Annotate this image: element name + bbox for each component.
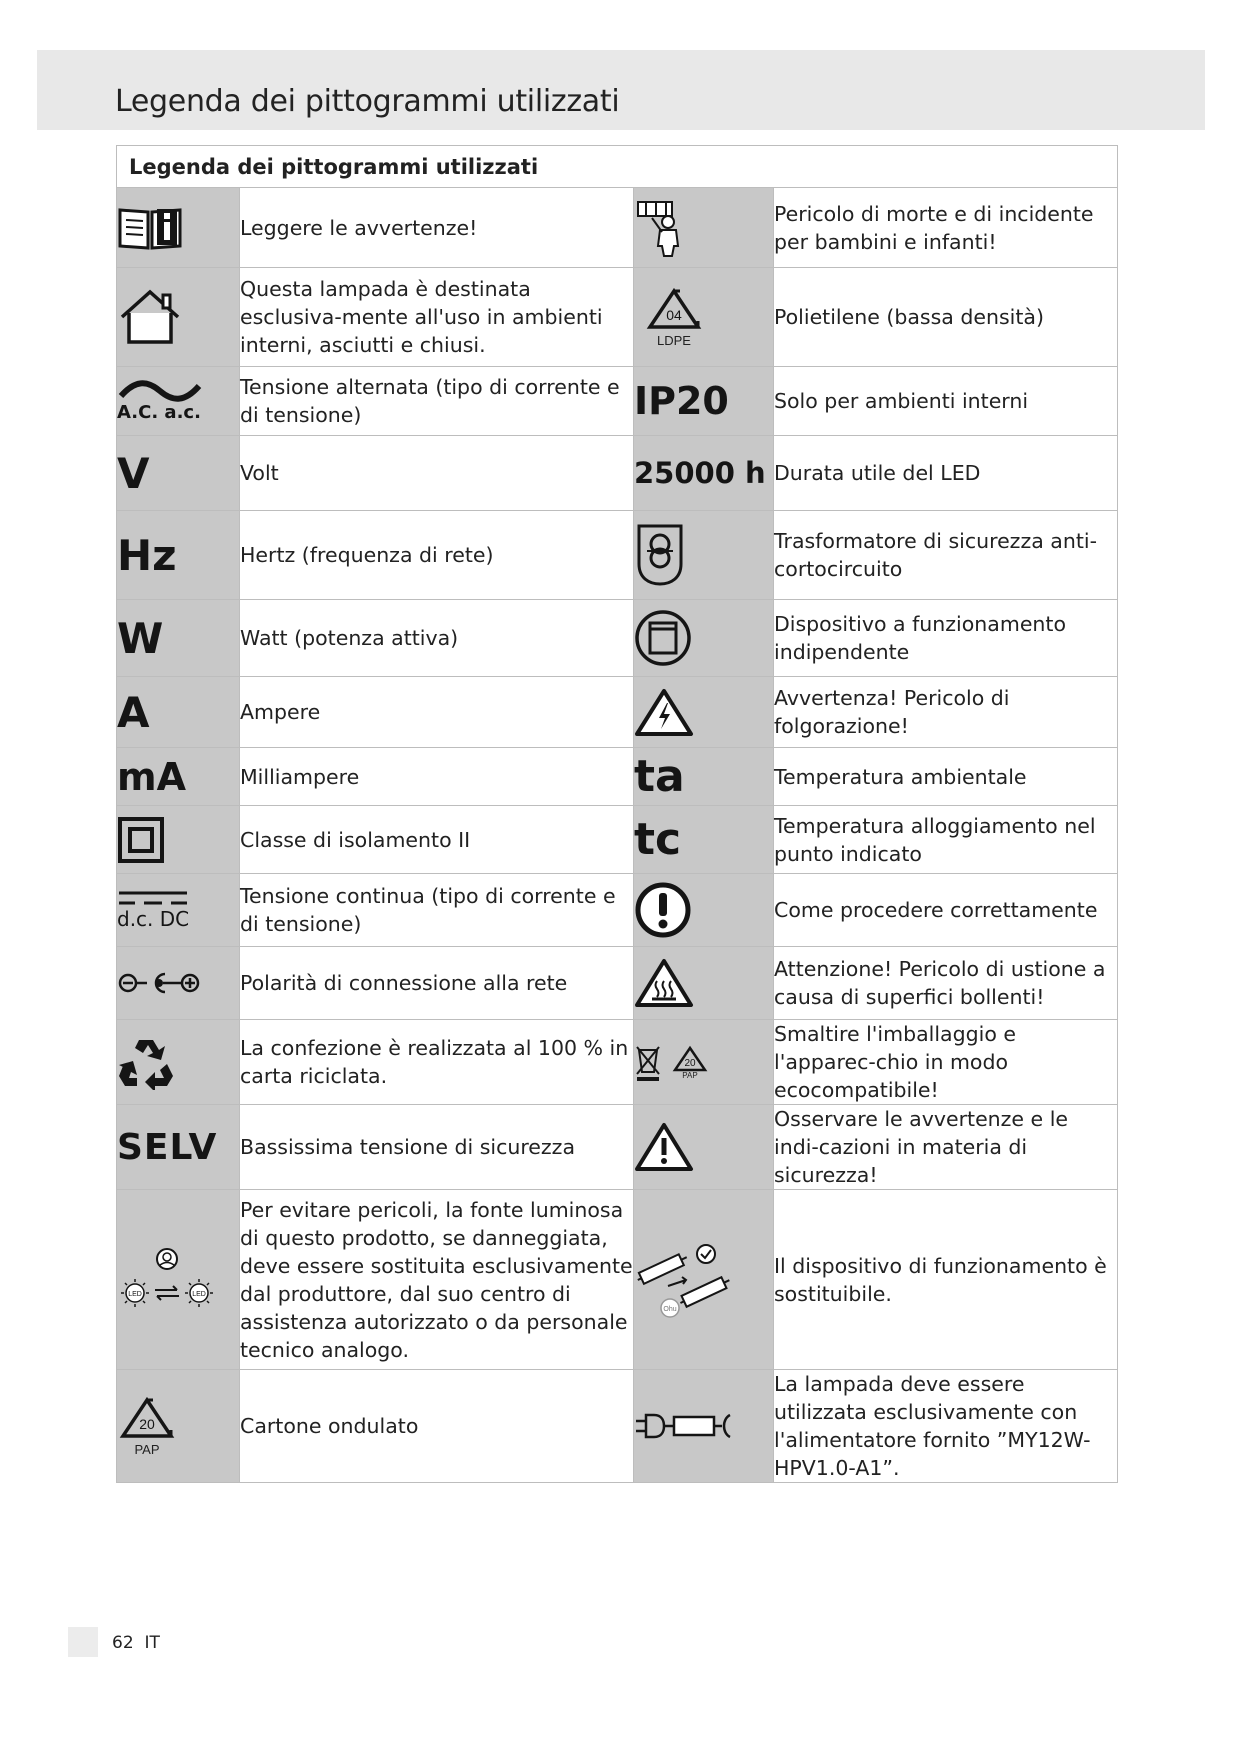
replaceable-label: Ohu [663, 1305, 677, 1313]
legend-text: Avvertenza! Pericolo di folgorazione! [774, 677, 1118, 748]
table-row [117, 677, 1118, 748]
milliampere-icon: mA [117, 754, 187, 799]
polarity-icon [117, 947, 240, 1020]
table-row [117, 748, 1118, 806]
disposal-number: 20 [684, 1057, 696, 1069]
page-number-value: 62 [112, 1633, 134, 1653]
table-row [117, 1370, 1118, 1483]
legend-text: Il dispositivo di funzionamento è sostituibile. [774, 1190, 1118, 1370]
table-row [117, 511, 1118, 600]
disposal-label: PAP [682, 1070, 698, 1080]
ampere-icon: A [117, 687, 150, 737]
ambient-temperature-icon: ta [634, 751, 685, 802]
legend-text: Questa lampada è destinata esclusiva-mente all'uso in ambienti interni, asciutti e chiusi. [240, 268, 634, 367]
recycle-pap-icon [117, 1370, 240, 1483]
legend-text: Hertz (frequenza di rete) [240, 511, 634, 600]
table-row [117, 1190, 1118, 1370]
legend-text: Volt [240, 436, 634, 511]
language-code: IT [144, 1633, 160, 1653]
legend-text: Classe di isolamento II [240, 806, 634, 874]
table-row [117, 436, 1118, 511]
dc-label: d.c. DC [117, 907, 190, 931]
pictogram-legend-table [116, 145, 1118, 1483]
recycle-label: LDPE [657, 332, 691, 348]
legend-text: Attenzione! Pericolo di ustione a causa di superfici bollenti! [774, 947, 1118, 1020]
volt-icon: V [117, 448, 150, 498]
page-number [112, 1633, 160, 1653]
legend-text: Tensione alternata (tipo di corrente e di tensione) [240, 367, 634, 436]
child-danger-icon [634, 188, 774, 268]
table-row [117, 1020, 1118, 1105]
led-life-icon: 25000 h [634, 456, 766, 490]
legend-text: Polarità di connessione alla rete [240, 947, 634, 1020]
led-label: LED [128, 1290, 142, 1298]
legend-text: Solo per ambienti interni [774, 367, 1118, 436]
power-adapter-icon [634, 1370, 774, 1483]
warning-triangle-icon [634, 1105, 774, 1190]
legend-text: Dispositivo a funzionamento indipendente [774, 600, 1118, 677]
legend-text: Trasformatore di sicurezza anti-cortocircuito [774, 511, 1118, 600]
recycle-number: 04 [666, 306, 682, 323]
electric-shock-warning-icon [634, 677, 774, 748]
safety-transformer-icon [634, 511, 774, 600]
led-replacement-icon [117, 1190, 240, 1370]
table-row [117, 367, 1118, 436]
legend-text: Temperatura alloggiamento nel punto indicato [774, 806, 1118, 874]
hertz-icon: Hz [117, 530, 177, 580]
legend-text: Come procedere correttamente [774, 874, 1118, 947]
exclamation-circle-icon [634, 874, 774, 947]
direct-current-icon [117, 874, 240, 947]
housing-temperature-icon: tc [634, 814, 682, 865]
led-label: LED [192, 1290, 206, 1298]
recycle-label: PAP [134, 1441, 160, 1457]
house-icon [117, 268, 240, 367]
recycle-ldpe-icon [634, 268, 774, 367]
legend-text: Watt (potenza attiva) [240, 600, 634, 677]
disposal-icon [634, 1020, 774, 1105]
legend-text: Temperatura ambientale [774, 748, 1118, 806]
legend-text: Smaltire l'imballaggio e l'apparec-chio in modo ecocompatibile! [774, 1020, 1118, 1105]
legend-text: Osservare le avvertenze e le indi-cazioni in materia di sicurezza! [774, 1105, 1118, 1190]
ac-label: A.C. a.c. [117, 401, 201, 423]
book-info-icon [117, 188, 240, 268]
independent-device-icon [634, 600, 774, 677]
legend-text: Milliampere [240, 748, 634, 806]
hot-surface-warning-icon [634, 947, 774, 1020]
legend-text: Per evitare pericoli, la fonte luminosa di questo prodotto, se danneggiata, deve essere sostituita esclusivamente dal produttore, dal suo centro di assistenza autorizzato o da personale tecnico analogo. [240, 1190, 634, 1370]
page-title: Legenda dei pittogrammi utilizzati [115, 84, 620, 119]
table-row [117, 600, 1118, 677]
legend-text: Polietilene (bassa densità) [774, 268, 1118, 367]
legend-text: Tensione continua (tipo di corrente e di tensione) [240, 874, 634, 947]
legend-text: La lampada deve essere utilizzata esclusivamente con l'alimentatore fornito ”MY12W-HPV1.0-A1”. [774, 1370, 1118, 1483]
legend-text: Bassissima tensione di sicurezza [240, 1105, 634, 1190]
legend-text: Pericolo di morte e di incidente per bambini e infanti! [774, 188, 1118, 268]
legend-text: Leggere le avvertenze! [240, 188, 634, 268]
table-row [117, 874, 1118, 947]
legend-text: Durata utile del LED [774, 436, 1118, 511]
legend-text: La confezione è realizzata al 100 % in carta riciclata. [240, 1020, 634, 1105]
alternating-current-icon [117, 367, 240, 436]
table-row [117, 1105, 1118, 1190]
recycle-arrows-icon [117, 1020, 240, 1105]
table-row [117, 188, 1118, 268]
legend-text: Ampere [240, 677, 634, 748]
ip20-icon: IP20 [634, 379, 729, 423]
footer-box [68, 1627, 98, 1657]
recycle-number: 20 [139, 1415, 155, 1432]
table-row [117, 806, 1118, 874]
table-header: Legenda dei pittogrammi utilizzati [117, 146, 1118, 188]
legend-text: Cartone ondulato [240, 1370, 634, 1483]
replaceable-gear-icon [634, 1190, 774, 1370]
table-row [117, 947, 1118, 1020]
table-row [117, 268, 1118, 367]
insulation-class-2-icon [117, 806, 240, 874]
selv-icon: SELV [117, 1126, 218, 1168]
watt-icon: W [117, 613, 164, 663]
